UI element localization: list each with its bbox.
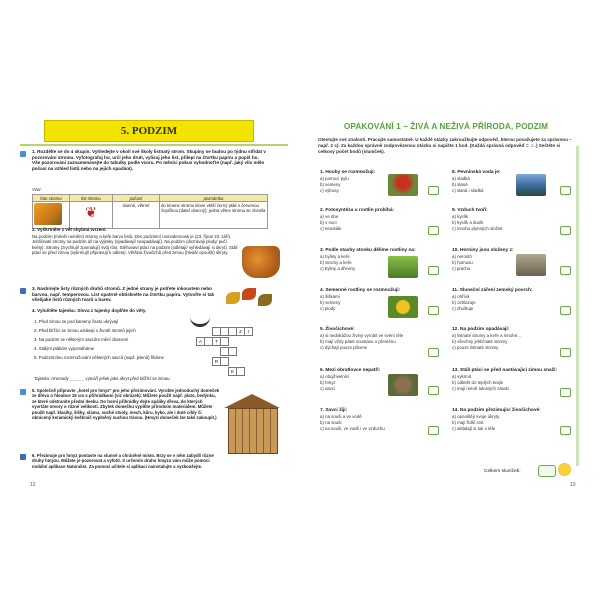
leaf-red bbox=[242, 288, 256, 300]
option[interactable]: c) mnoho plynných složek bbox=[452, 226, 503, 232]
option[interactable]: b) kyslík a dusík bbox=[452, 220, 484, 226]
answer-box[interactable] bbox=[560, 186, 571, 195]
question-text: 1. Houby se rozmnožují: bbox=[320, 170, 376, 175]
answer-box[interactable] bbox=[560, 388, 571, 397]
answer-box[interactable] bbox=[428, 186, 439, 195]
book-spread bbox=[14, 108, 586, 498]
question-text: 5. Živočichové: bbox=[320, 327, 355, 332]
crossword-cell[interactable] bbox=[228, 347, 237, 356]
task-4-heading: 4. Vyluštěte tajenku. Slova z tajenky doplňte do věty. bbox=[32, 308, 147, 313]
group-icon bbox=[20, 151, 26, 157]
option[interactable]: c) mají méně tukových zásob bbox=[452, 386, 509, 392]
mushroom-image bbox=[388, 174, 418, 196]
leaf-brown bbox=[258, 294, 272, 306]
option[interactable]: a) obojživelníci bbox=[320, 374, 350, 379]
option[interactable]: a) byliny a keře bbox=[320, 254, 350, 259]
option[interactable]: b) semeny bbox=[320, 300, 341, 306]
frog-image bbox=[388, 374, 418, 396]
option[interactable]: b) semeny bbox=[320, 182, 341, 188]
option[interactable]: b) mají vždy pátet soustavu o přeměnu bbox=[320, 339, 396, 345]
crossword-cell[interactable]: R bbox=[212, 357, 221, 366]
page-number-right: 13 bbox=[570, 482, 576, 488]
task-6-text: 6. Přezimuje pro hmyz postavte na slunné a chráněné místo. Brzy se v něm zabydlí různé druhy hmyzu. Můžete je pozorovat a vyfotit. S určením druhu hmyzu vám může pomoci mobilní aplikace Naturalist. Za pomoci učitele si aplikaci nainstalujte a vyzkoušejte. bbox=[32, 453, 214, 469]
table-header: poznámka bbox=[160, 195, 268, 202]
task-5-text: 5. Společně připravte „hotel pro hmyz" pro jeho přezimování. Vyrobte jednoduchý domeček ze dřeva o hloubce 15 cm s přihrádkami (viz obrázek). Můžete použít např. plato, bedýnku, ze které odstraníte přední desku. Do horní přihrádky dejte spáliky dřeva, do kterých vyvrtáte otvory o různé velikosti. Zbytek domečku vyplňte přírodním materiálem. Můžete použít např. klacíky, šišky, slámu, suché stvoly, mech, kůru, kyko, ale i duté cihly či obrácený keramický květináč vyplněný suchou trávou. (Hmyzí domeček lze také zakoupit.) bbox=[32, 388, 220, 421]
weather-cell: slunné, větrné bbox=[113, 202, 160, 229]
answer-box[interactable] bbox=[560, 348, 571, 357]
table-header: foto stromu bbox=[33, 195, 70, 202]
answer-box[interactable] bbox=[428, 226, 439, 235]
option[interactable]: b) v noci bbox=[320, 220, 337, 226]
review-intro: Otestujte své znalosti. Pracujte samostatně. U každé otázky zakroužkujte odpověď, kterou považujete za správnou – např. 2 c). Za každou správně zodpovězenou otázku si napište 1 bod. (Každá správná odpověď = ☺.) Sečtěte si celkový počet bodů (sluníček). bbox=[318, 137, 572, 154]
option[interactable]: a) šiškami bbox=[320, 294, 340, 299]
question-text: 9. Vzduch tvoří: bbox=[452, 208, 488, 213]
maple-leaf-icon: ❦ bbox=[85, 204, 97, 220]
clue-item: 2. Před blížící se zimou ustávají v životě stromů jejich bbox=[34, 327, 136, 333]
option[interactable]: b) odletět do teplých krajin bbox=[452, 380, 504, 386]
question-text: 11. Sluneční záření zemský povrch: bbox=[452, 288, 533, 293]
rocks-image bbox=[516, 254, 546, 276]
plants-image bbox=[388, 256, 418, 278]
option[interactable]: b) stromy a keře bbox=[320, 260, 352, 266]
option[interactable]: b) mají řídší srst bbox=[452, 420, 484, 426]
option[interactable]: a) ohřívá bbox=[452, 294, 470, 299]
crossword-cell[interactable]: E bbox=[228, 367, 237, 376]
crossword-cell[interactable]: Z bbox=[236, 327, 245, 336]
question-text: 8. Pevninská voda je: bbox=[452, 170, 501, 175]
crossword-cell[interactable]: T bbox=[212, 337, 221, 346]
answer-box[interactable] bbox=[428, 266, 439, 275]
crossword-cell[interactable]: A bbox=[196, 337, 205, 346]
answer-box[interactable] bbox=[428, 386, 439, 395]
total-box[interactable] bbox=[538, 465, 556, 477]
option[interactable]: b) humusu bbox=[452, 260, 473, 266]
option[interactable]: a) sladká bbox=[452, 176, 470, 181]
option[interactable]: c) slaná i sladká bbox=[452, 188, 484, 194]
observation-table bbox=[32, 194, 268, 229]
mushroom-basket-image bbox=[242, 246, 280, 278]
question-text: 4. Semenné rostliny se rozmnožují: bbox=[320, 288, 401, 293]
art-icon bbox=[20, 288, 26, 294]
note-cell: do kmene stromu klove větší černý pták s červenou čepičkou (datel obecný); jedna větev stromu se zlomila bbox=[160, 202, 268, 229]
task-2-heading: 2. Vyškrtněte z vět chybná tvrzení. bbox=[32, 227, 107, 232]
answer-box[interactable] bbox=[428, 306, 439, 315]
chapter-banner: 5. PODZIM bbox=[44, 120, 254, 142]
option[interactable]: a) ve dne bbox=[320, 214, 339, 219]
option[interactable]: c) ukládají si tuk v těle bbox=[452, 426, 496, 432]
hotel-roof bbox=[224, 394, 280, 408]
lake-image bbox=[516, 174, 546, 196]
crossword-cell[interactable] bbox=[220, 337, 229, 346]
task-1-note: Vzor: bbox=[32, 187, 43, 192]
answer-box[interactable] bbox=[428, 348, 439, 357]
banner-stripe bbox=[20, 144, 288, 146]
crossword-cell[interactable] bbox=[220, 357, 229, 366]
right-page bbox=[306, 108, 586, 498]
clue-item: 3. Na podzim se některým savcům mění zbarvení bbox=[34, 336, 129, 342]
option[interactable]: a) listnaté stromy a keře a mnohé… bbox=[452, 333, 522, 338]
hotel-body bbox=[228, 408, 278, 454]
option[interactable]: c) prachu bbox=[452, 266, 471, 272]
secret-sentence: Tajenka: Hromady ______ vytváří ješek jako úkryt před blížící se zimou. bbox=[34, 376, 171, 381]
option[interactable]: b) všechny jehličnaté stromy bbox=[452, 339, 508, 345]
question-text: 12. Na podzim opadávají: bbox=[452, 327, 510, 332]
page-number-left: 12 bbox=[30, 482, 36, 488]
option[interactable]: b) hmyz bbox=[320, 380, 336, 386]
left-page bbox=[14, 108, 296, 498]
insect-hotel-image bbox=[224, 394, 280, 454]
table-header: list stromu bbox=[70, 195, 113, 202]
crossword-grid bbox=[198, 327, 260, 377]
question-text: 10. Horniny jsou složeny z: bbox=[452, 248, 514, 253]
option[interactable]: c) pouze listnaté stromy bbox=[452, 345, 499, 351]
clue-item: 5. Podzimnímu rozmnožování některých savců (např. jelenů) říkáme bbox=[34, 354, 164, 360]
option[interactable]: b) slaná bbox=[452, 182, 468, 188]
option[interactable]: a) kyslík bbox=[452, 214, 469, 219]
leaf-yellow bbox=[226, 292, 240, 304]
sun-icon bbox=[558, 463, 571, 476]
total-label: Celkem sluníček: bbox=[484, 469, 521, 474]
question-text: 13. Stálí ptáci se před nastávající zimou snaží: bbox=[452, 368, 558, 373]
option[interactable]: a) pomocí pylu bbox=[320, 176, 349, 181]
autumn-leaves-image bbox=[226, 288, 282, 310]
crossword-clues bbox=[34, 319, 214, 360]
option[interactable]: c) zhuštuje bbox=[452, 306, 474, 312]
autumn-tree-photo bbox=[34, 203, 62, 225]
answer-box[interactable] bbox=[560, 306, 571, 315]
option[interactable]: c) na souši, ve vodě i ve vzduchu bbox=[320, 426, 385, 432]
option[interactable]: a) vykrmit bbox=[452, 374, 472, 379]
option[interactable]: b) ochlazuje bbox=[452, 300, 476, 306]
leaf-cell bbox=[70, 202, 113, 229]
answer-box[interactable] bbox=[560, 266, 571, 275]
answer-box[interactable] bbox=[560, 426, 571, 435]
review-title: OPAKOVÁNÍ 1 – ŽIVÁ A NEŽIVÁ PŘÍRODA, PODZIM bbox=[343, 122, 549, 131]
question-text: 7. Savci žijí: bbox=[320, 408, 348, 413]
task-2-text: Na podzim (méně/ nemění) stromy a keře barvu listů. Den podzimní rovnodennosti je (23. října/ 23. září). Jehličnaté stromy na podzim až na výjimky (opadávají/ neopadávají). Na podzim (dozrávají plody/ pučí květy). Stromy (zrychlují/ zpomalují) svůj růst. Stěhovaví ptáci na podzim (odlétají/ vyhledávají si úkryt). Stálí ptáci se před zimou (vykrmují/ připravují k odletu). Většina živočichů před zimou (hledá/ opouští) úkryty. bbox=[32, 234, 238, 256]
option[interactable]: a) na souši a ve vodě bbox=[320, 414, 362, 419]
answer-box[interactable] bbox=[560, 226, 571, 235]
clue-item: 1. Před zimou se pod kameny často ukrývají bbox=[34, 319, 119, 324]
table-header: počasí bbox=[113, 195, 160, 202]
option[interactable]: c) byliny a dřeviny bbox=[320, 266, 356, 272]
option[interactable]: c) plody bbox=[320, 306, 336, 312]
option[interactable]: a) nerostů bbox=[452, 254, 472, 259]
tree-photo-cell bbox=[33, 202, 70, 229]
option[interactable]: c) neustále bbox=[320, 226, 342, 232]
question-text: 14. Na podzim přezimující živočichové: bbox=[452, 408, 541, 413]
phone-icon bbox=[20, 454, 26, 460]
sunflower-image bbox=[388, 296, 418, 318]
clue-item: 4. Stálým ptákům vypomáháme bbox=[34, 345, 95, 351]
question-text: 3. Podle stavby stonku dělíme rostliny na: bbox=[320, 248, 416, 253]
option[interactable]: b) na souši bbox=[320, 420, 342, 426]
task-3-text: 3. Nasbírejte listy různých druhů stromů. Z jedné strany je potřete inkoustem nebo barvou, např. temperovou. List opatrně obtiskněte na čtvrtku papíru. Vytvořte si tak všelijaké listů různých tvarů a barev. bbox=[32, 286, 215, 303]
option[interactable]: c) dýchají pouze plícemi bbox=[320, 345, 368, 351]
group-icon bbox=[20, 389, 26, 395]
crossword-cell[interactable]: I bbox=[244, 327, 253, 336]
option[interactable]: c) výtrusy bbox=[320, 188, 339, 194]
option[interactable]: c) savci bbox=[320, 386, 335, 392]
answer-box[interactable] bbox=[428, 426, 439, 435]
option[interactable]: a) si nedokážou živiny vyrobit ve svém těle bbox=[320, 333, 404, 338]
crossword-cell[interactable] bbox=[236, 367, 245, 376]
task-1-text: 1. Rozdělte se do 4 skupin. Vyhledejte v okolí své školy listnatý strom. Skupiny se budou po týdnu střídat v pozorování stromu. Vyfotografuj ho, urči jeho druh, vylisuj jeho list, přilepí na čtvrtku papíru a popiš ho. Vše pozorování zaznamenávejte do tabulky podle vzoru. Po měsíci pokus vyhodnoťte (např. jaký vliv mělo počasí na vzhled listů nebo na jejich opadání). bbox=[32, 149, 266, 171]
question-text: 6. Mezi obratlovce nepatří: bbox=[320, 368, 381, 373]
question-text: 2. Fotosyntéza u rostlin probíhá: bbox=[320, 208, 395, 213]
option[interactable]: a) opouštějí svoje úkryty bbox=[452, 414, 500, 419]
